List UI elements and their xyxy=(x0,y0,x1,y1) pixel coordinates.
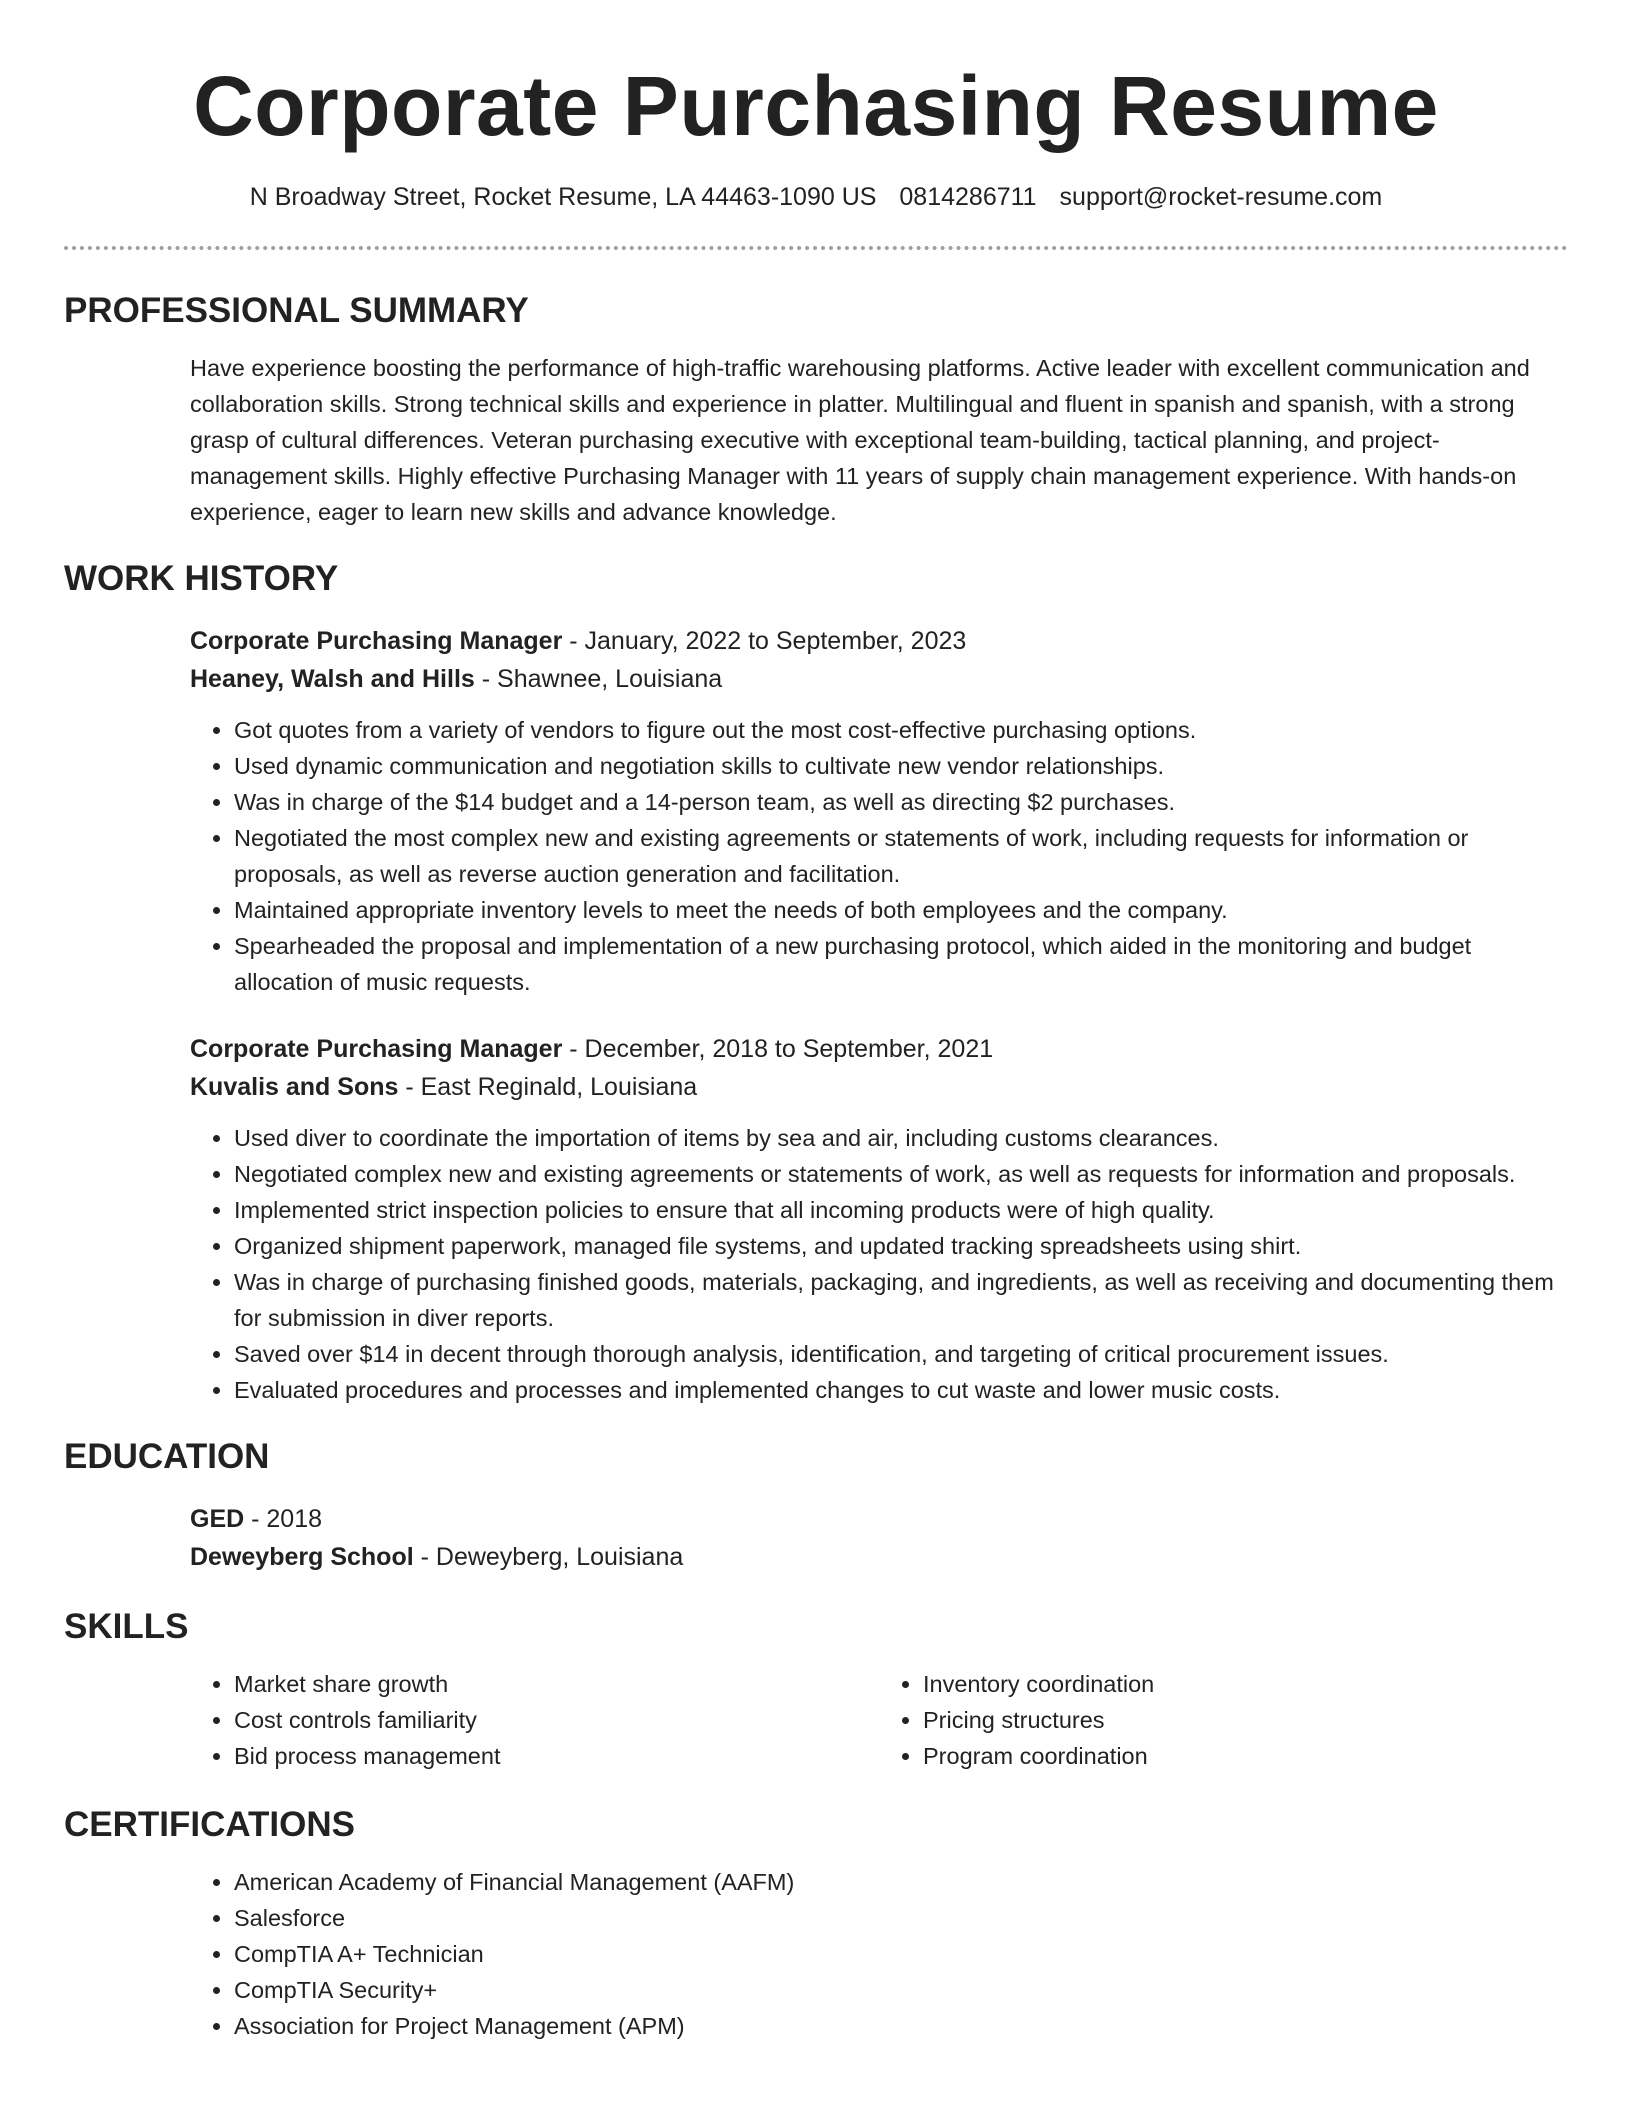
education-degree-line xyxy=(190,1500,1568,1538)
summary-body xyxy=(64,350,1568,530)
skills-column-right xyxy=(879,1666,1568,1774)
job-role: Corporate Purchasing Manager xyxy=(190,627,563,655)
skill-item: • Inventory coordination xyxy=(923,1666,1568,1702)
job-company-line xyxy=(190,1068,1568,1106)
job-role: Corporate Purchasing Manager xyxy=(190,1035,563,1063)
skills-section xyxy=(64,1606,1568,1774)
job-bullet: • Was in charge of the $14 budget and a 14-person team, as well as directing $2 purchases. xyxy=(234,784,1568,820)
job-bullet: • Got quotes from a variety of vendors to figure out the most cost-effective purchasing options. xyxy=(234,712,1568,748)
certifications-heading: CERTIFICATIONS xyxy=(64,1805,356,1844)
job-bullet: • Was in charge of purchasing finished goods, materials, packaging, and ingredients, as well as receiving and documenting them for submission in diver reports. xyxy=(234,1264,1568,1336)
certifications-list xyxy=(190,1864,1568,2044)
summary-section xyxy=(64,290,1568,530)
job-bullet: • Used diver to coordinate the importation of items by sea and air, including customs clearances. xyxy=(234,1120,1568,1156)
contact-email: support@rocket-resume.com xyxy=(1059,183,1383,211)
skill-item: • Pricing structures xyxy=(923,1702,1568,1738)
job-bullet: • Maintained appropriate inventory levels to meet the needs of both employees and the company. xyxy=(234,892,1568,928)
summary-heading: PROFESSIONAL SUMMARY xyxy=(64,291,529,330)
job-bullet: • Organized shipment paperwork, managed file systems, and updated tracking spreadsheets using shirt. xyxy=(234,1228,1568,1264)
certification-item: • CompTIA Security+ xyxy=(234,1972,1568,2008)
education-body xyxy=(64,1500,1568,1576)
job-bullets xyxy=(190,712,1568,1000)
job-location: - East Reginald, Louisiana xyxy=(398,1073,698,1101)
job-bullet: • Negotiated complex new and existing agreements or statements of work, as well as requests for information and proposals. xyxy=(234,1156,1568,1192)
contact-address: N Broadway Street, Rocket Resume, LA 44463-1090 US xyxy=(249,183,877,211)
resume-title: Corporate Purchasing Resume xyxy=(193,59,1439,153)
work-section xyxy=(64,558,1568,1408)
education-heading: EDUCATION xyxy=(64,1437,270,1476)
education-section xyxy=(64,1436,1568,1576)
skill-item: • Cost controls familiarity xyxy=(234,1702,879,1738)
work-body xyxy=(64,622,1568,1408)
job-entry xyxy=(190,622,1568,1000)
certifications-section xyxy=(64,1804,1568,2044)
job-company: Kuvalis and Sons xyxy=(190,1073,399,1101)
job-bullet: • Saved over $14 in decent through thorough analysis, identification, and targeting of critical procurement issues. xyxy=(234,1336,1568,1372)
skills-grid xyxy=(190,1666,1568,1774)
job-bullet: • Evaluated procedures and processes and implemented changes to cut waste and lower music costs. xyxy=(234,1372,1568,1408)
job-bullet: • Spearheaded the proposal and implementation of a new purchasing protocol, which aided in the monitoring and budget allocation of music requests. xyxy=(234,928,1568,1000)
job-role-line xyxy=(190,622,1568,660)
skills-heading: SKILLS xyxy=(64,1607,189,1646)
job-bullet: • Used dynamic communication and negotiation skills to cultivate new vendor relationships. xyxy=(234,748,1568,784)
job-bullet: • Implemented strict inspection policies to ensure that all incoming products were of high quality. xyxy=(234,1192,1568,1228)
education-school-line xyxy=(190,1538,1568,1576)
skill-item: • Market share growth xyxy=(234,1666,879,1702)
certification-item: • American Academy of Financial Management (AAFM) xyxy=(234,1864,1568,1900)
skills-body xyxy=(64,1666,1568,1774)
skills-column-left xyxy=(190,1666,879,1774)
education-degree: GED xyxy=(190,1505,245,1533)
job-dates: - December, 2018 to September, 2021 xyxy=(562,1035,994,1063)
resume-header xyxy=(64,0,1568,212)
contact-phone: 0814286711 xyxy=(899,183,1037,211)
skill-item: • Bid process management xyxy=(234,1738,879,1774)
job-entry xyxy=(190,1030,1568,1408)
summary-text: Have experience boosting the performance of high-traffic warehousing platforms. Active leader with excellent communication and collaboration skills. Strong technical skills and experience in platter. Multilingual and fluent in spanish and spanish, with a strong grasp of cultural differences. Veteran purchasing executive with exceptional team-building, tactical planning, and project-management skills. Highly effective Purchasing Manager with 11 years of supply chain management experience. With hands-on experience, eager to learn new skills and advance knowledge. xyxy=(190,355,1530,525)
education-school: Deweyberg School xyxy=(190,1543,414,1571)
education-year: - 2018 xyxy=(244,1505,323,1533)
contact-line xyxy=(64,182,1568,212)
certifications-body xyxy=(64,1864,1568,2044)
job-dates: - January, 2022 to September, 2023 xyxy=(562,627,967,655)
certification-item: • Salesforce xyxy=(234,1900,1568,1936)
certification-item: • Association for Project Management (APM) xyxy=(234,2008,1568,2044)
job-company: Heaney, Walsh and Hills xyxy=(190,665,475,693)
header-divider xyxy=(64,246,1568,250)
skill-item: • Program coordination xyxy=(923,1738,1568,1774)
job-company-line xyxy=(190,660,1568,698)
job-bullet: • Negotiated the most complex new and existing agreements or statements of work, including requests for information or proposals, as well as reverse auction generation and facilitation. xyxy=(234,820,1568,892)
job-bullets xyxy=(190,1120,1568,1408)
job-role-line xyxy=(190,1030,1568,1068)
education-location: - Deweyberg, Louisiana xyxy=(413,1543,684,1571)
certification-item: • CompTIA A+ Technician xyxy=(234,1936,1568,1972)
work-heading: WORK HISTORY xyxy=(64,559,339,598)
job-location: - Shawnee, Louisiana xyxy=(474,665,723,693)
